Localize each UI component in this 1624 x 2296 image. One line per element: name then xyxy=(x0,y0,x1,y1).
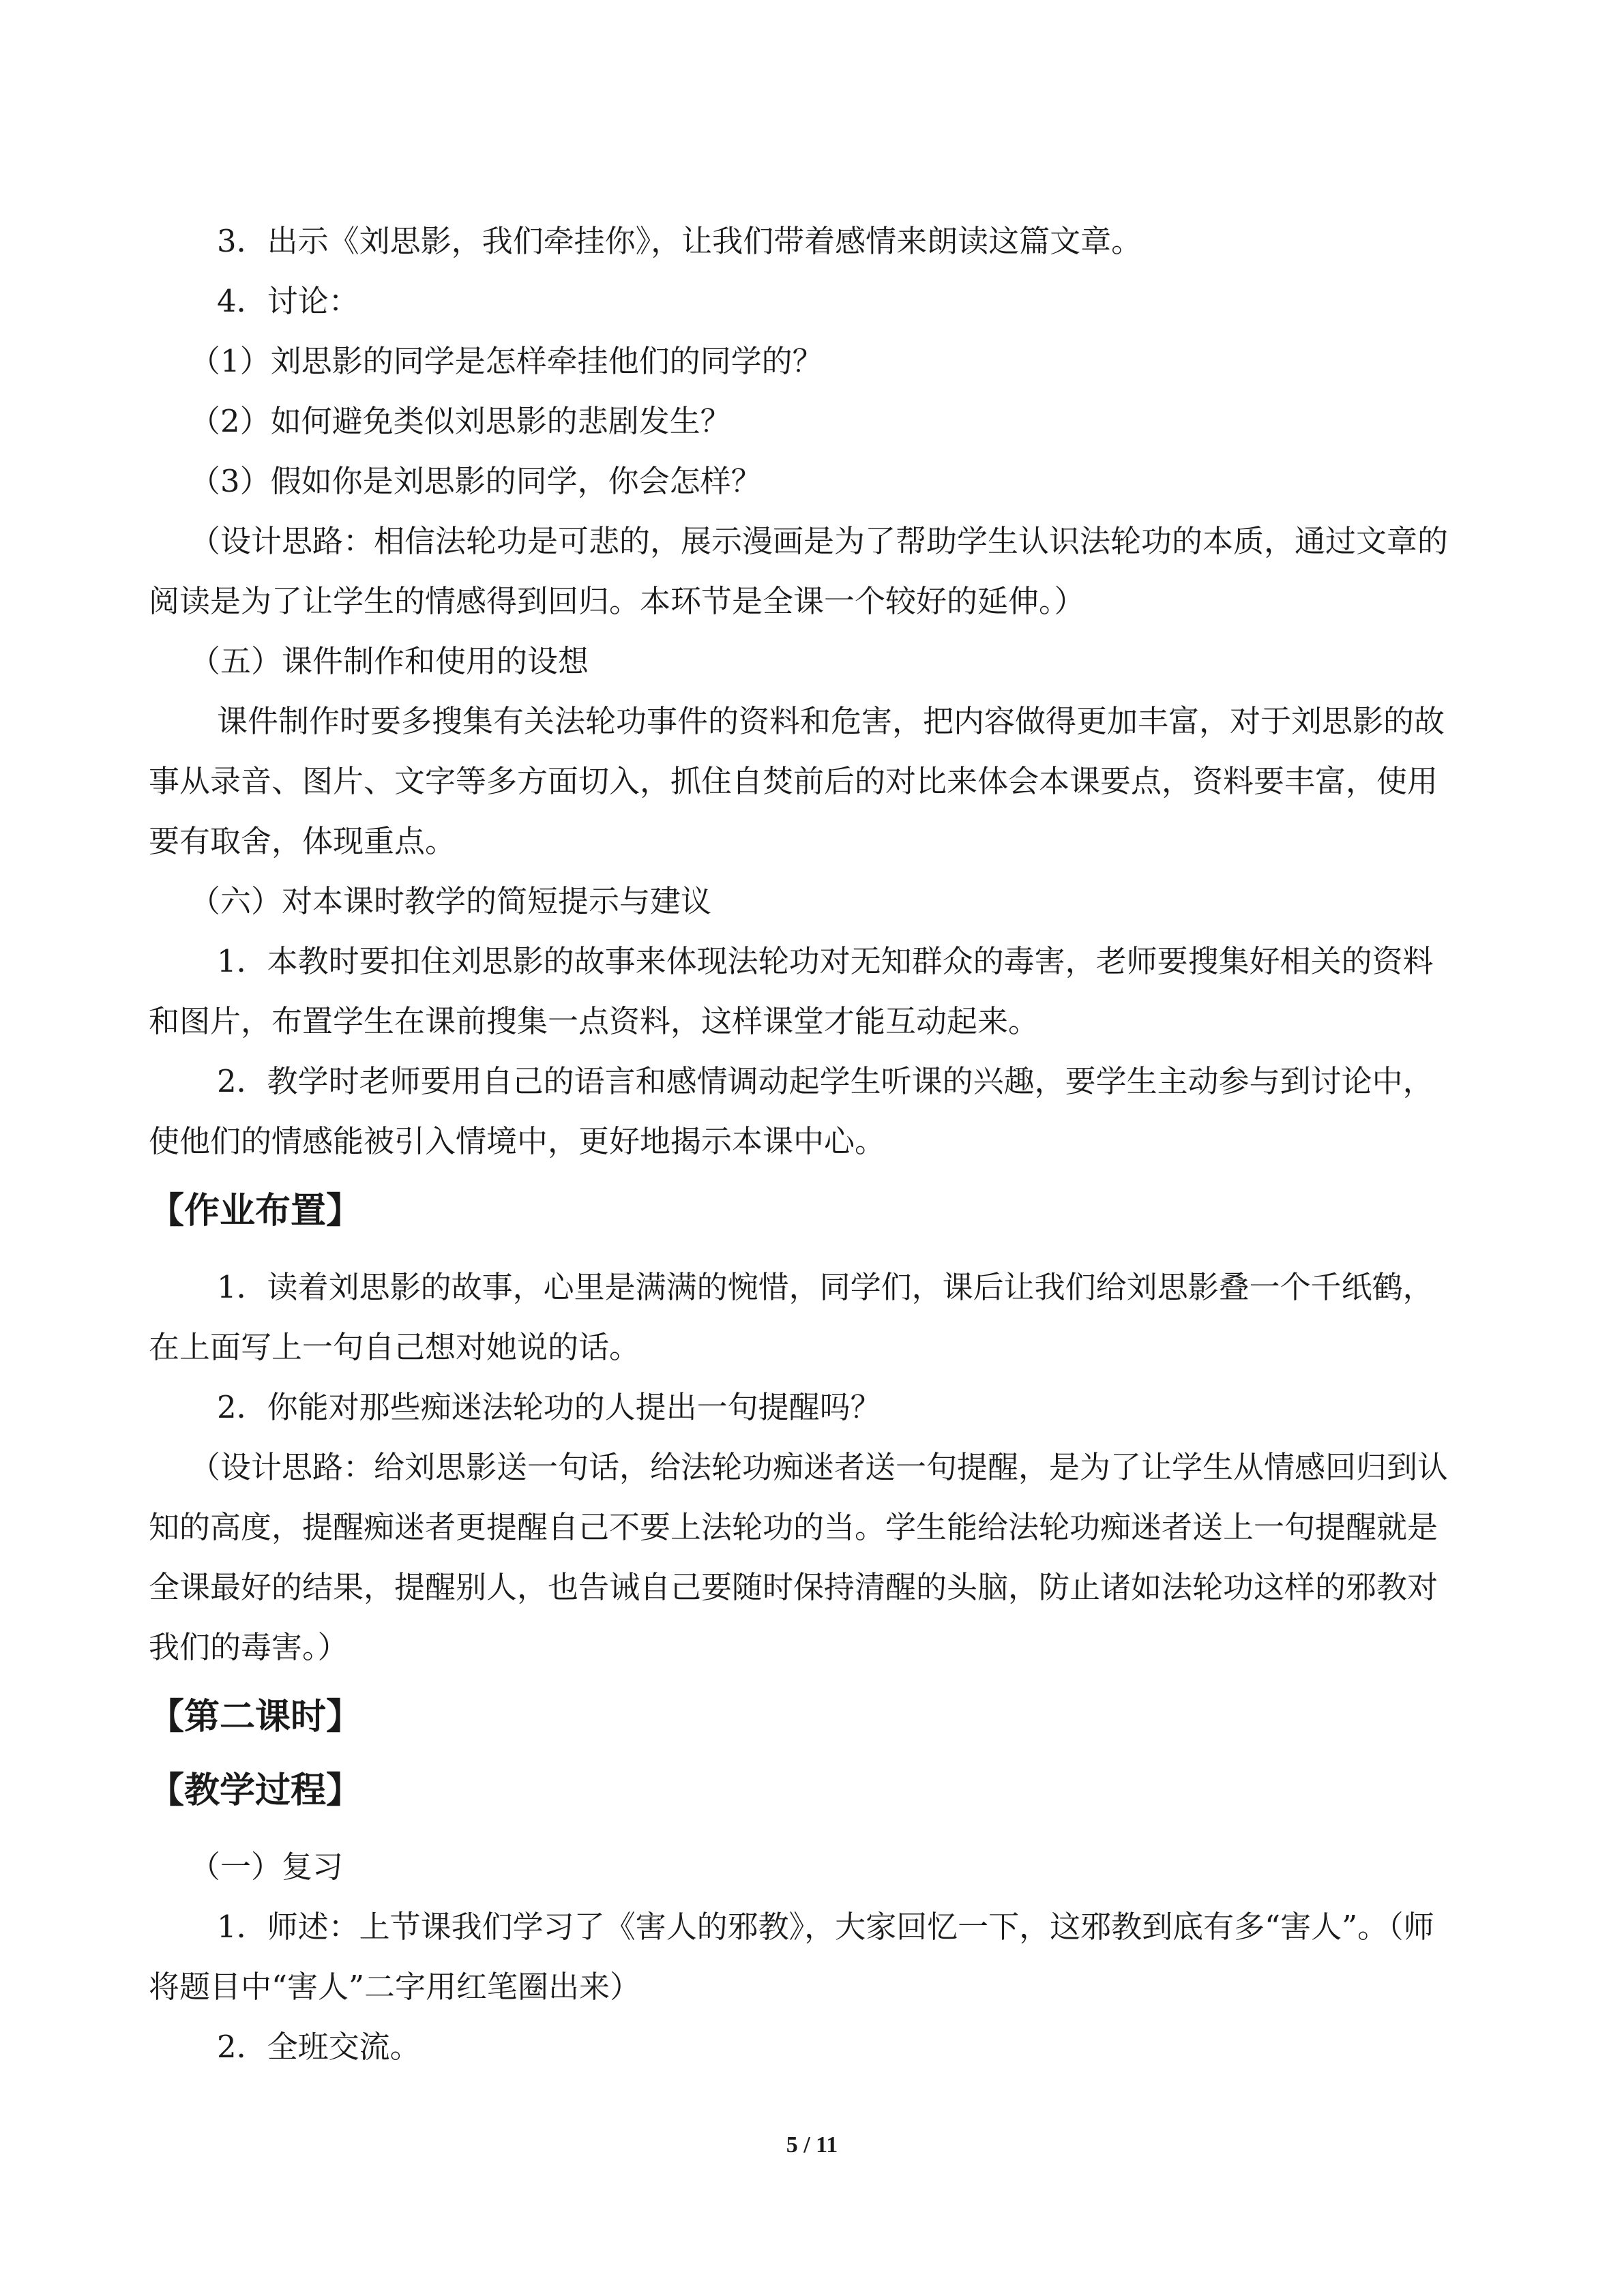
section-title-five: （五）课件制作和使用的设想 xyxy=(190,643,589,679)
courseware-paragraph: 课件制作时要多搜集有关法轮功事件的资料和危害，把内容做得更加丰富，对于刘思影的故事从录音、图片、文字等多方面切入，抓住自焚前后的对比来体会本课要点，资料要丰富，使用要有取舍，体现重点。 xyxy=(149,703,1445,859)
second-lesson-heading: 【第二课时】 xyxy=(149,1697,362,1738)
homework-item-2: 2．你能对那些痴迷法轮功的人提出一句提醒吗？ xyxy=(217,1389,881,1425)
tip-paragraph-1: 1．本教时要扣住刘思影的故事来体现法轮功对无知群众的毒害，老师要搜集好相关的资料和图片，布置学生在课前搜集一点资料，这样课堂才能互动起来。 xyxy=(149,943,1434,1039)
homework-heading: 【作业布置】 xyxy=(149,1191,362,1232)
section-title-six: （六）对本课时教学的简短提示与建议 xyxy=(190,883,712,919)
review-item-2: 2．全班交流。 xyxy=(217,2029,421,2065)
page-number: 5 / 11 xyxy=(786,2132,838,2158)
design-note-1: （设计思路：相信法轮功是可悲的，展示漫画是为了帮助学生认识法轮功的本质，通过文章的阅读是为了让学生的情感得到回归。本环节是全课一个较好的延伸。） xyxy=(149,523,1449,619)
teaching-process-heading: 【教学过程】 xyxy=(149,1770,362,1811)
review-section-title: （一）复习 xyxy=(190,1849,344,1885)
review-item-1: 1．师述：上节课我们学习了《害人的邪教》，大家回忆一下，这邪教到底有多“害人”。（师将题目中“害人”二字用红笔圈出来） xyxy=(149,1909,1434,2005)
discussion-question-1: （1）刘思影的同学是怎样牵挂他们的同学的？ xyxy=(190,343,823,379)
design-note-2: （设计思路：给刘思影送一句话，给法轮功痴迷者送一句提醒，是为了让学生从情感回归到认知的高度，提醒痴迷者更提醒自己不要上法轮功的当。学生能给法轮功痴迷者送上一句提醒就是全课最好的结果，提醒别人，也告诫自己要随时保持清醒的头脑，防止诸如法轮功这样的邪教对我们的毒害。） xyxy=(149,1449,1449,1665)
discussion-question-3: （3）假如你是刘思影的同学，你会怎样？ xyxy=(190,463,762,499)
tip-paragraph-2: 2．教学时老师要用自己的语言和感情调动起学生听课的兴趣，要学生主动参与到讨论中，使他们的情感能被引入情境中，更好地揭示本课中心。 xyxy=(149,1063,1434,1159)
document-page xyxy=(149,211,1460,2077)
discussion-question-2: （2）如何避免类似刘思影的悲剧发生？ xyxy=(190,403,731,439)
paragraph-item-4: 4．讨论： xyxy=(217,283,359,319)
paragraph-item-3: 3．出示《刘思影，我们牵挂你》，让我们带着感情来朗读这篇文章。 xyxy=(217,223,1142,259)
homework-item-1: 1．读着刘思影的故事，心里是满满的惋惜，同学们，课后让我们给刘思影叠一个千纸鹤，在上面写上一句自己想对她说的话。 xyxy=(149,1269,1434,1365)
